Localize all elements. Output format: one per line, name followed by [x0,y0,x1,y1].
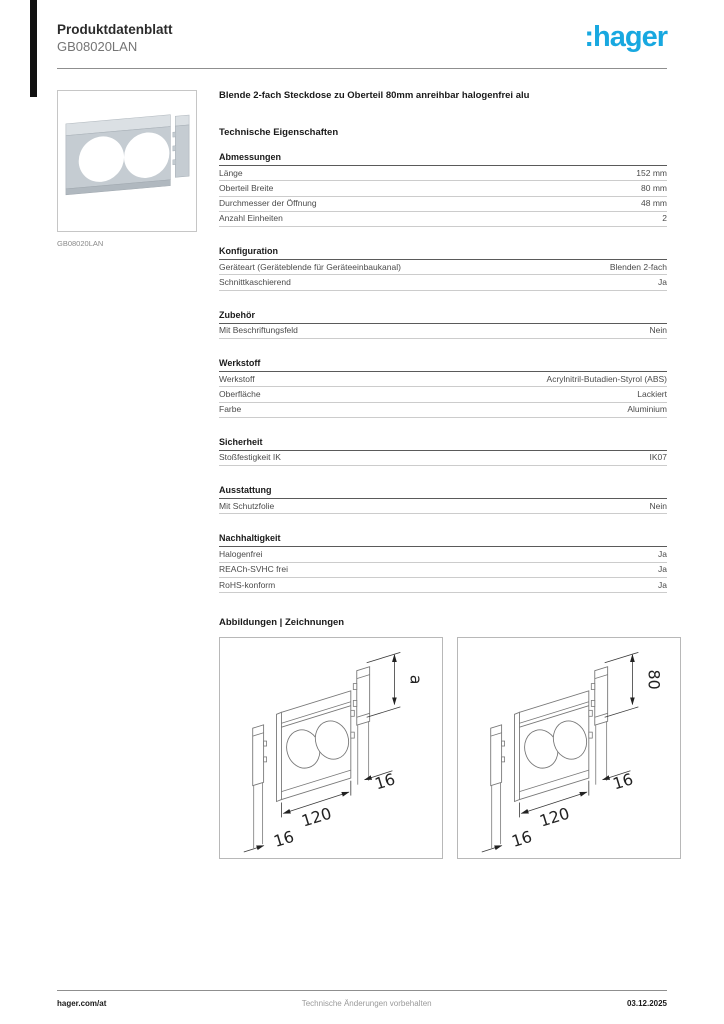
spec-value: Blenden 2-fach [609,261,667,272]
technical-drawing-1 [219,637,443,859]
spec-label: Farbe [219,404,242,415]
product-image-column [57,90,197,859]
spec-row [219,372,667,387]
spec-row [219,547,667,562]
product-code: GB08020LAN [57,39,138,54]
dim-depth-left-label: 16 [509,827,535,852]
spec-sections [219,152,667,593]
footer-date: 03.12.2025 [626,999,667,1008]
spec-value: Ja [658,277,667,287]
spec-value: Lackiert [637,388,667,399]
dim-height-label: a [406,674,426,685]
spec-section [219,246,667,291]
spec-label: Werkstoff [219,373,255,384]
footer-website: hager.com/at [57,999,107,1008]
spec-section [219,152,667,227]
product-description: Blende 2-fach Steckdose zu Oberteil 80mm anreihbar halogenfrei alu [219,90,530,101]
spec-section-title: Nachhaltigkeit [219,533,667,547]
header [0,0,724,55]
spec-row [219,212,667,227]
spec-value: Aluminium [627,404,667,415]
page-title: Produktdatenblatt [57,22,173,37]
spec-row [219,166,667,181]
spec-label: Halogenfrei [219,548,263,559]
dim-depth-left-label: 16 [271,827,297,852]
spec-row [219,275,667,290]
spec-section [219,310,667,339]
spec-row [219,578,667,593]
spec-section [219,437,667,466]
drawings-heading: Abbildungen | Zeichnungen [219,617,345,629]
dim-width-label: 120 [299,803,334,831]
dim-width-label: 120 [537,803,572,831]
spec-value: 48 mm [641,198,667,209]
spec-section-title: Zubehör [219,310,667,324]
content [0,69,724,859]
spec-row [219,387,667,402]
spec-value: Ja [658,564,667,575]
spec-label: Länge [219,167,243,178]
spec-row [219,181,667,196]
spec-value: Acrylnitril-Butadien-Styrol (ABS) [546,373,667,384]
spec-row [219,403,667,418]
spec-row [219,197,667,212]
spec-section-title: Sicherheit [219,437,667,451]
spec-section-title: Ausstattung [219,485,667,499]
tech-properties-heading: Technische Eigenschaften [219,127,339,138]
spec-label: Durchmesser der Öffnung [219,198,317,209]
spec-label: REACh-SVHC frei [219,564,288,575]
spec-label: Mit Schutzfolie [219,500,275,511]
product-image-caption: GB08020LAN [57,239,104,248]
spec-label: Anzahl Einheiten [219,213,283,224]
spec-section-title: Abmessungen [219,152,667,166]
spec-row [219,563,667,578]
spec-value: IK07 [649,452,667,463]
spec-value: Nein [649,325,667,336]
spec-value: Nein [649,500,667,511]
spec-label: RoHS-konform [219,579,276,590]
dim-depth-right-label: 16 [372,769,398,794]
spec-section [219,485,667,514]
spec-value: 80 mm [641,182,667,193]
spec-label: Oberteil Breite [219,182,274,193]
dim-height-label: 80 [644,669,664,690]
spec-row [219,260,667,275]
page-edge-mark [30,0,37,97]
technical-drawing-2 [457,637,681,859]
spec-section-title: Werkstoff [219,358,667,372]
spec-row [219,324,667,339]
spec-section [219,358,667,418]
spec-label: Oberfläche [219,388,261,399]
spec-row [219,451,667,466]
spec-value: 2 [662,213,667,224]
spec-section [219,533,667,593]
hager-logo: :hager [584,21,667,53]
spec-row [219,499,667,514]
spec-section-title: Konfiguration [219,246,667,260]
footer-notice: Technische Änderungen vorbehalten [301,999,432,1008]
spec-label: Mit Beschriftungsfeld [219,325,298,336]
drawings-row [219,637,681,859]
header-titles [57,21,173,55]
spec-value: 152 mm [636,167,667,178]
dim-depth-right-label: 16 [610,769,636,794]
spec-value: Ja [658,579,667,590]
spec-label: Schnittkaschierend [219,277,291,287]
spec-label: Stoßfestigkeit IK [219,452,281,463]
product-image [57,90,197,232]
spec-column [219,90,667,859]
footer [57,990,667,1008]
spec-value: Ja [658,548,667,559]
spec-label: Geräteart (Geräteblende für Geräteeinbaukanal) [219,261,401,272]
product-render-illustration [58,91,196,231]
